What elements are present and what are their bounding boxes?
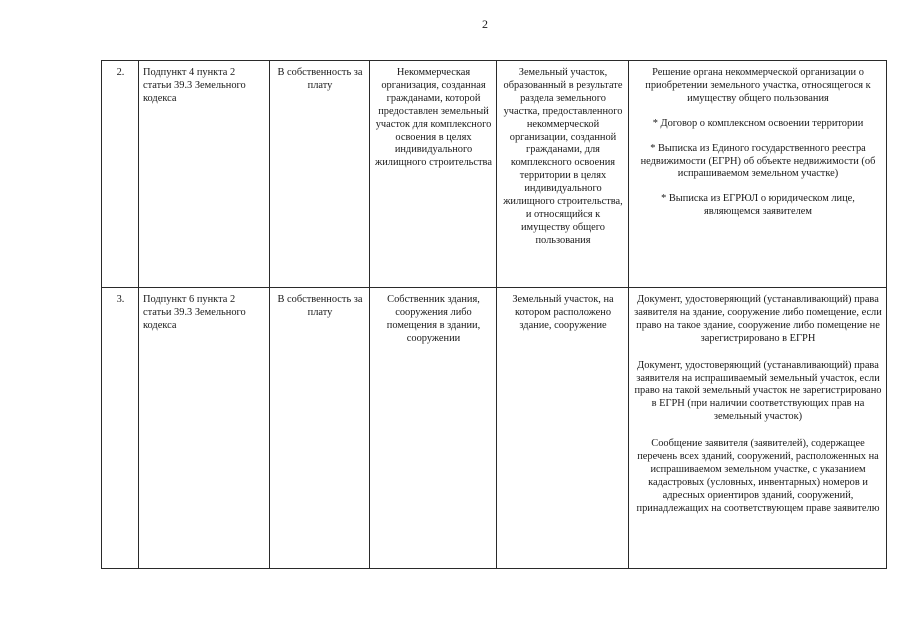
right-type-cell: В собственность за плату	[270, 61, 370, 288]
right-type-cell: В собственность за плату	[270, 288, 370, 569]
land-plot-cell: Земельный участок, на котором расположено здание, сооружение	[497, 288, 629, 569]
document-item: Решение органа некоммерческой организации о приобретении земельного участка, относящегося к имуществу общего пользования	[645, 67, 871, 104]
document-item: Сообщение заявителя (заявителей), содержащее перечень всех зданий, сооружений, расположенных на испрашиваемом земельном участке, с указанием кадастровых (условных, инвентарных) номеров и адресных ориентиров зданий, сооружений, принадлежащих на соответствующем праве заявителю	[636, 438, 880, 514]
document-item: Документ, удостоверяющий (устанавливающий) права заявителя на испрашиваемый земельный участок, если право на такой земельный участок не зарегистрировано в ЕГРН (при наличии соответствующих прав на земельный участок)	[634, 359, 882, 423]
table-row	[102, 288, 887, 569]
applicant-cell: Собственник здания, сооружения либо помещения в здании, сооружении	[370, 288, 497, 569]
table-row	[102, 61, 887, 288]
applicant-cell: Некоммерческая организация, созданная гражданами, которой предоставлен земельный участок для комплексного освоения в целях индивидуального жилищного строительства	[370, 61, 497, 288]
document-item: * Договор о комплексном освоении территории	[652, 117, 864, 129]
land-plot-cell: Земельный участок, образованный в результате раздела земельного участка, предоставленного некоммерческой организации, созданной гражданами, для комплексного освоения территории в целях индивидуального жилищного строительства, и относящийся к имуществу общего пользования	[497, 61, 629, 288]
documents-cell	[629, 288, 887, 569]
row-number: 2.	[102, 61, 139, 288]
document-item: * Выписка из ЕГРЮЛ о юридическом лице, являющемся заявителем	[661, 193, 855, 218]
document-item: Документ, удостоверяющий (устанавливающий) права заявителя на здание, сооружение либо помещение, если право на такое здание, сооружение либо помещение не зарегистрировано в ЕГРН	[634, 294, 882, 344]
documents-cell	[629, 61, 887, 288]
document-item: * Выписка из Единого государственного реестра недвижимости (ЕГРН) об объекте недвижимости (об испрашиваемом земельном участке)	[640, 142, 876, 180]
legal-basis-cell: Подпункт 6 пункта 2 статьи 39.3 Земельного кодекса	[139, 288, 270, 569]
legal-basis-cell: Подпункт 4 пункта 2 статьи 39.3 Земельного кодекса	[139, 61, 270, 288]
page-number: 2	[482, 17, 488, 31]
documents-table	[101, 60, 887, 569]
row-number: 3.	[102, 288, 139, 569]
